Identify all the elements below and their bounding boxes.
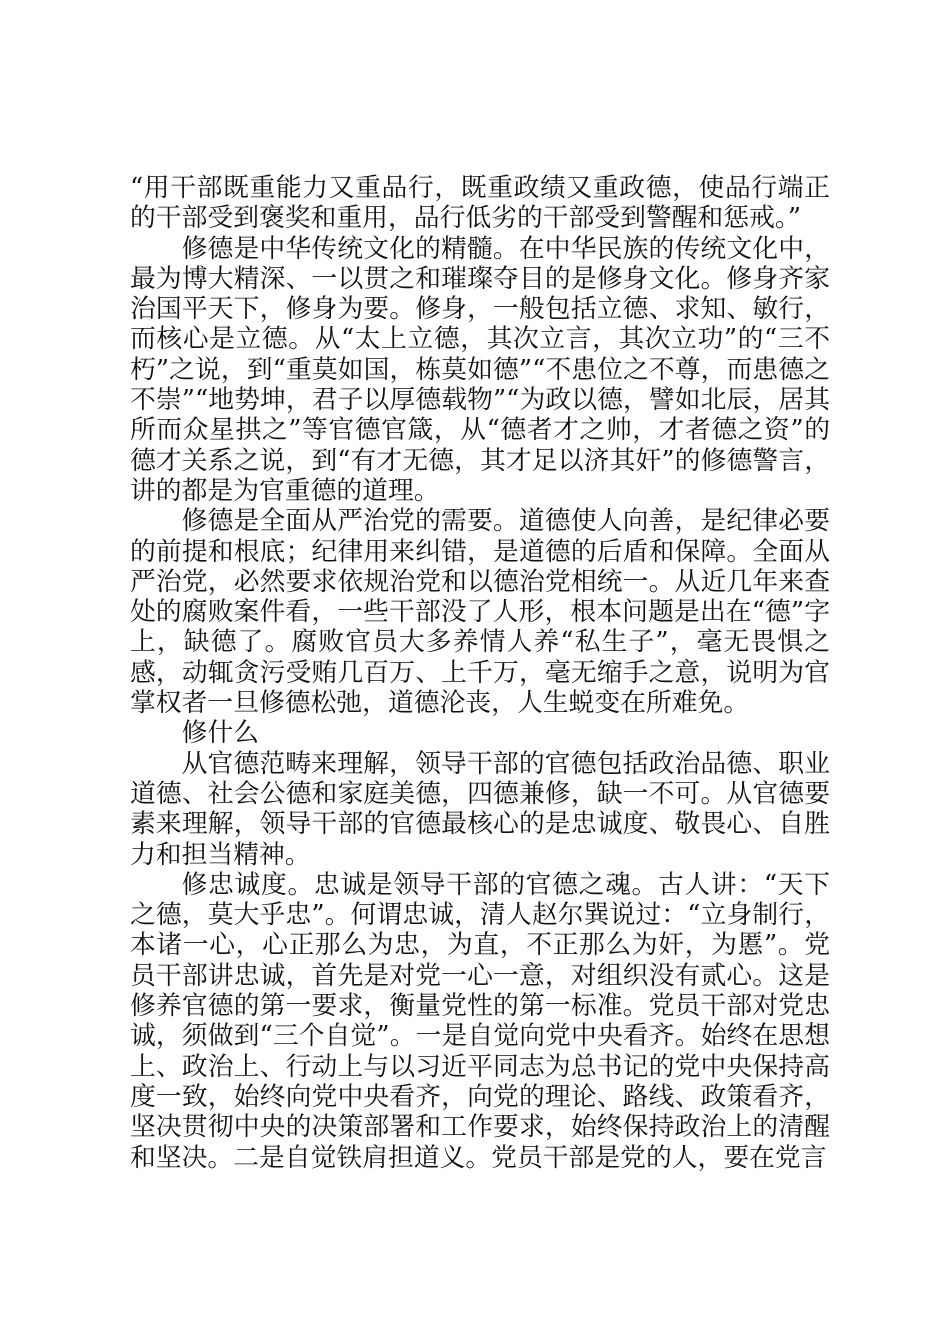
- paragraph-loyalty: 修忠诚度。忠诚是领导干部的官德之魂。古人讲：“天下之德，莫大乎忠”。何谓忠诚，清人赵尔巽说过：“立身制行，本诸一心，心正那么为忠，为直，不正那么为奸，为慝”。党员干部讲忠诚，首先是对党一心一意，对组织没有贰心。这是修养官德的第一要求，衡量党性的第一标准。党员干部对党忠诚，须做到“三个自觉”。一是自觉向党中央看齐。始终在思想上、政治上、行动上与以习近平同志为总书记的党中央保持高度一致，始终向党中央看齐，向党的理论、路线、政策看齐，坚决贯彻中央的决策部署和工作要求，始终保持政治上的清醒和坚决。二是自觉铁肩担道义。党员干部是党的人，要在党言: [130, 869, 830, 1173]
- paragraph-traditional-culture: 修德是中华传统文化的精髓。在中华民族的传统文化中，最为博大精深、一以贯之和璀璨夺目的是修身文化。修身齐家治国平天下，修身为要。修身，一般包括立德、求知、敏行，而核心是立德。从“太上立德，其次立言，其次立功”的“三不朽”之说，到“重莫如国，栋莫如德”“不患位之不尊，而患德之不崇”“地势坤，君子以厚德载物”“为政以德，譬如北辰，居其所而众星拱之”等官德官箴，从“德者才之帅，才者德之资”的德才关系之说，到“有才无德，其才足以济其奸”的修德警言，讲的都是为官重德的道理。: [130, 233, 830, 506]
- section-heading-what-to-cultivate: 修什么: [181, 718, 259, 749]
- paragraph-official-virtue-scope: 从官德范畴来理解，领导干部的官德包括政治品德、职业道德、社会公德和家庭美德，四德兼修，缺一不可。从官德要素来理解，领导干部的官德最核心的是忠诚度、敬畏心、自胜力和担当精神。: [130, 748, 830, 870]
- paragraph-party-governance: 修德是全面从严治党的需要。道德使人向善，是纪律必要的前提和根底；纪律用来纠错，是道德的后盾和保障。全面从严治党，必然要求依规治党和以德治党相统一。从近几年来查处的腐败案件看，一些干部没了人形，根本问题是出在“德”字上，缺德了。腐败官员大多养情人养“私生子”，毫无畏惧之感，动辄贪污受贿几百万、上千万，毫无缩手之意，说明为官掌权者一旦修德松弛，道德沦丧，人生蜕变在所难免。: [130, 506, 830, 719]
- paragraph-quote-continuation: “用干部既重能力又重品行，既重政绩又重政德，使品行端正的干部受到褒奖和重用，品行低劣的干部受到警醒和惩戒。”: [130, 173, 830, 234]
- document-body: [130, 173, 830, 1173]
